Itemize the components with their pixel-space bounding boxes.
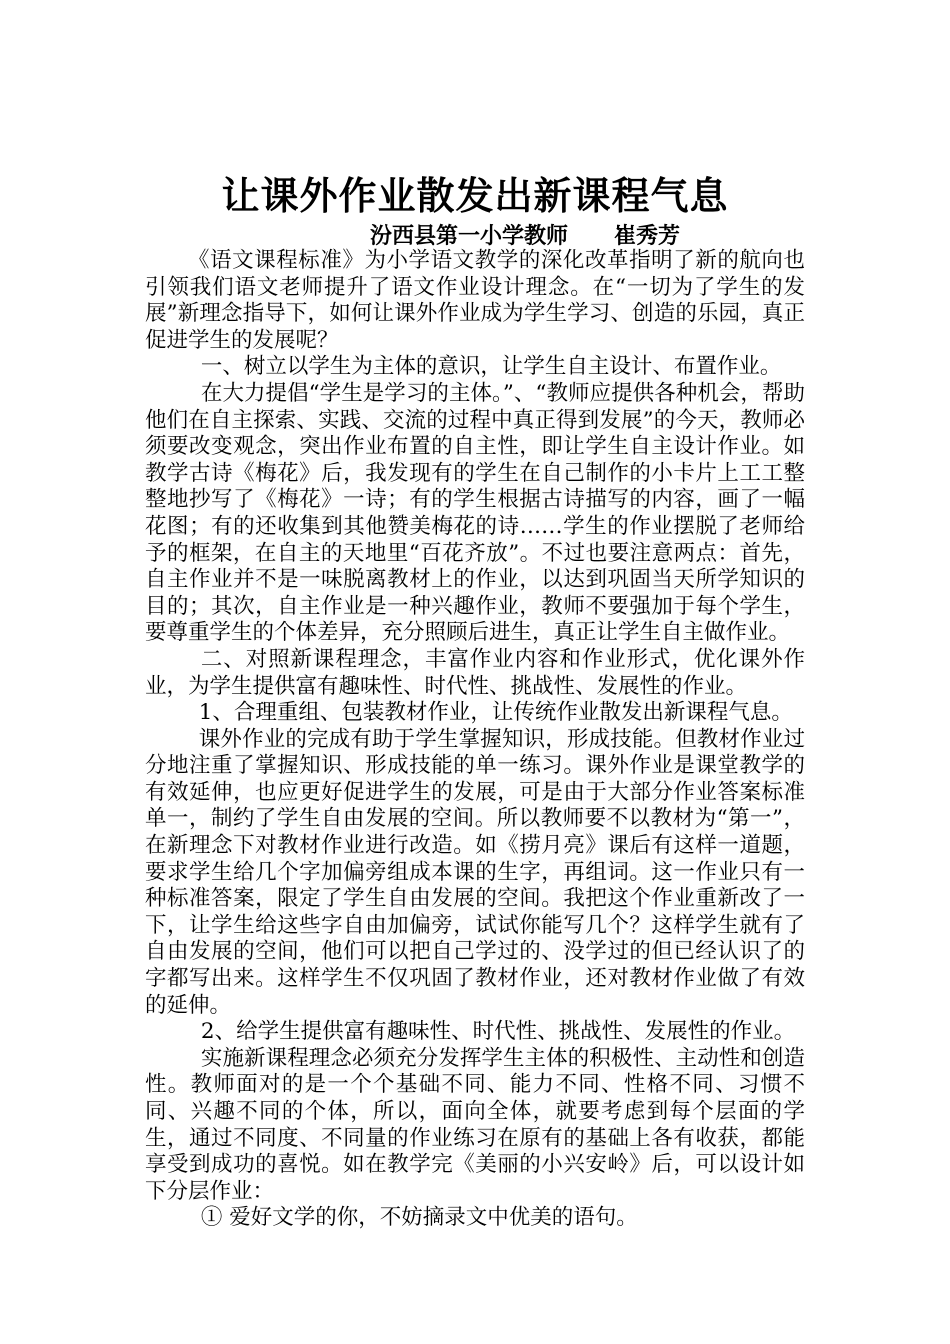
author-line: 汾西县第一小学教师 崔秀芳 — [370, 224, 680, 249]
heading-section-1: 一、树立以学生为主体的意识，让学生自主设计、布置作业。 — [200, 354, 782, 380]
document-body — [145, 248, 805, 1232]
paragraph-subsection-2: 实施新课程理念必须充分发挥学生主体的积极性、主动性和创造性。教师面对的是一个个基础不同、能力不同、性格不同、习惯不同、兴趣不同的个体，所以，面向全体，就要考虑到每个层面的学生，通过不同度、不同量的作业练习在原有的基础上各有收获，都能享受到成功的喜悦。如在教学完《美丽的小兴安岭》后，可以设计如下分层作业： — [145, 1045, 805, 1204]
paragraph-section-1: 在大力提倡“学生是学习的主体。”、“教师应提供各种机会，帮助他们在自主探索、实践、交流的过程中真正得到发展”的今天，教师必须要改变观念，突出作业布置的自主性，即让学生自主设计作业。如教学古诗《梅花》后，我发现有的学生在自己制作的小卡片上工工整整地抄写了《梅花》一诗；有的学生根据古诗描写的内容，画了一幅花图；有的还收集到其他赞美梅花的诗……学生的作业摆脱了老师给予的框架，在自主的天地里“百花齐放”。不过也要注意两点：首先，自主作业并不是一味脱离教材上的作业，以达到巩固当天所学知识的目的；其次，自主作业是一种兴趣作业，教师不要强加于每个学生，要尊重学生的个体差异，充分照顾后进生，真正让学生自主做作业。 — [145, 380, 805, 646]
heading-subsection-2: 2、给学生提供富有趣味性、时代性、挑战性、发展性的作业。 — [200, 1019, 796, 1045]
heading-subsection-1: 1、合理重组、包装教材作业，让传统作业散发出新课程气息。 — [198, 700, 793, 726]
paragraph-intro: 《语文课程标准》为小学语文教学的深化改革指明了新的航向也引领我们语文老师提升了语文作业设计理念。在“一切为了学生的发展”新理念指导下，如何让课外作业成为学生学习、创造的乐园，真正促进学生的发展呢？ — [145, 248, 805, 353]
paragraph-subsection-1: 课外作业的完成有助于学生掌握知识，形成技能。但教材作业过分地注重了掌握知识、形成技能的单一练习。课外作业是课堂教学的有效延伸，也应更好促进学生的发展，可是由于大部分作业答案标准单一，制约了学生自由发展的空间。所以教师要不以教材为“第一”，在新理念下对教材作业进行改造。如《捞月亮》课后有这样一道题，要求学生给几个字加偏旁组成本课的生字，再组词。这一作业只有一种标准答案，限定了学生自由发展的空间。我把这个作业重新改了一下，让学生给这些字自由加偏旁，试试你能写几个？这样学生就有了自由发展的空间，他们可以把自己学过的、没学过的但已经认识了的字都写出来。这样学生不仅巩固了教材作业，还对教材作业做了有效的延伸。 — [145, 726, 805, 1018]
document-title: 让课外作业散发出新课程气息 — [221, 174, 729, 218]
heading-section-2: 二、对照新课程理念，丰富作业内容和作业形式，优化课外作业，为学生提供富有趣味性、时代性、挑战性、发展性的作业。 — [145, 646, 805, 699]
list-item-1: ① 爱好文学的你，不妨摘录文中优美的语句。 — [200, 1205, 638, 1231]
